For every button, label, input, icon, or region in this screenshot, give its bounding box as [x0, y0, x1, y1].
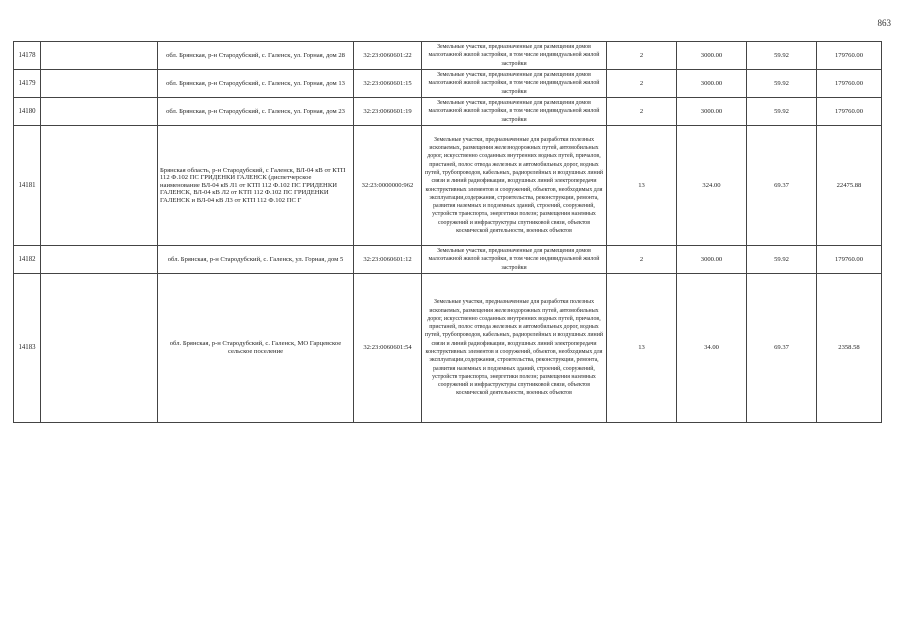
cadastral-value: 179760.00 — [817, 42, 882, 70]
land-registry-table — [13, 41, 882, 423]
area-value: 3000.00 — [677, 246, 747, 274]
area-value: 34.00 — [677, 274, 747, 423]
table-row — [14, 126, 882, 246]
address-cell: обл. Брянская, р-н Стародубский, с. Галенск, ул. Горная, дом 13 — [158, 70, 354, 98]
page-number: 863 — [877, 18, 891, 28]
empty-cell — [41, 42, 158, 70]
empty-cell — [41, 126, 158, 246]
row-number: 14181 — [14, 126, 41, 246]
group-code: 13 — [607, 126, 677, 246]
rate-value: 59.92 — [747, 246, 817, 274]
table-row — [14, 42, 882, 70]
empty-cell — [41, 98, 158, 126]
area-value: 3000.00 — [677, 42, 747, 70]
group-code: 13 — [607, 274, 677, 423]
rate-value: 59.92 — [747, 70, 817, 98]
land-purpose: Земельные участки, предназначенные для размещения домов малоэтажной жилой застройки, в том числе индивидуальной жилой застройки — [422, 98, 607, 126]
rate-value: 69.37 — [747, 126, 817, 246]
land-purpose: Земельные участки, предназначенные для размещения домов малоэтажной жилой застройки, в том числе индивидуальной жилой застройки — [422, 70, 607, 98]
address-cell: обл. Брянская, р-н Стародубский, с. Галенск, МО Гарцевское сельское поселение — [158, 274, 354, 423]
cadastral-number: 32:23:0060601:12 — [354, 246, 422, 274]
cadastral-value: 22475.88 — [817, 126, 882, 246]
address-cell: обл. Брянская, р-н Стародубский, с. Галенск, ул. Горная, дом 23 — [158, 98, 354, 126]
land-purpose: Земельные участки, предназначенные для разработки полезных ископаемых, размещения железнодорожных путей, автомобильных дорог, искусственно созданных внутренних водных путей, причалов, пристаней, полос отвода железных и автомобильных дорог, водных путей, трубопроводов, кабельных, радиорелейных и воздушных линий связи и линий радиофикации, воздушных линий электропередачи конструктивных элементов и сооружений, объектов, необходимых для эксплуатации,содержания, строительства, реконструкции, ремонта, развития наземных и подземных зданий, строений, сооружений, устройств транспорта, энергетики полезн; размещения наземных сооружений и инфраструктуры спутниковой связи, объектов космической деятельности, военных объектов — [422, 274, 607, 423]
cadastral-number: 32:23:0060601:22 — [354, 42, 422, 70]
address-cell: обл. Брянская, р-н Стародубский, с. Галенск, ул. Горная, дом 5 — [158, 246, 354, 274]
row-number: 14180 — [14, 98, 41, 126]
cadastral-number: 32:23:0060601:19 — [354, 98, 422, 126]
address-cell: обл. Брянская, р-н Стародубский, с. Галенск, ул. Горная, дом 28 — [158, 42, 354, 70]
area-value: 3000.00 — [677, 70, 747, 98]
cadastral-value: 179760.00 — [817, 246, 882, 274]
table-row — [14, 70, 882, 98]
group-code: 2 — [607, 42, 677, 70]
area-value: 3000.00 — [677, 98, 747, 126]
rate-value: 59.92 — [747, 42, 817, 70]
land-purpose: Земельные участки, предназначенные для размещения домов малоэтажной жилой застройки, в том числе индивидуальной жилой застройки — [422, 42, 607, 70]
cadastral-value: 2358.58 — [817, 274, 882, 423]
row-number: 14182 — [14, 246, 41, 274]
cadastral-number: 32:23:0060601:15 — [354, 70, 422, 98]
cadastral-number: 32:23:0060601:54 — [354, 274, 422, 423]
row-number: 14183 — [14, 274, 41, 423]
address-cell: Брянская область, р-н Стародубский, с Галенск, ВЛ-04 кВ от КТП 112 Ф.102 ПС ГРИДЕНКИ ГАЛЕНСК (диспетчерское наименование ВЛ-04 кВ Л1 от КТП 112 Ф.102 ПС ГРИДЕНКИ ГАЛЕНСК, ВЛ-04 кВ Л2 от КТП 112 Ф.102 ПС ГРИДЕНКИ ГАЛЕНСК и ВЛ-04 кВ Л3 от КТП 112 Ф.102 ПС Г — [158, 126, 354, 246]
group-code: 2 — [607, 246, 677, 274]
table-row — [14, 246, 882, 274]
group-code: 2 — [607, 98, 677, 126]
area-value: 324.00 — [677, 126, 747, 246]
table-row — [14, 98, 882, 126]
rate-value: 59.92 — [747, 98, 817, 126]
cadastral-value: 179760.00 — [817, 98, 882, 126]
cadastral-value: 179760.00 — [817, 70, 882, 98]
table-row — [14, 274, 882, 423]
empty-cell — [41, 70, 158, 98]
empty-cell — [41, 274, 158, 423]
row-number: 14178 — [14, 42, 41, 70]
group-code: 2 — [607, 70, 677, 98]
cadastral-number: 32:23:0000000:962 — [354, 126, 422, 246]
row-number: 14179 — [14, 70, 41, 98]
empty-cell — [41, 246, 158, 274]
land-purpose: Земельные участки, предназначенные для разработки полезных ископаемых, размещения железнодорожных путей, автомобильных дорог, искусственно созданных внутренних водных путей, причалов, пристаней, полос отвода железных и автомобильных дорог, водных путей, трубопроводов, кабельных, радиорелейных и воздушных линий связи и линий радиофикации, воздушных линий электропередачи конструктивных элементов и сооружений, объектов, необходимых для эксплуатации,содержания, строительства, реконструкции, ремонта, развития наземных и подземных зданий, строений, сооружений, устройств транспорта, энергетики полезн; размещения наземных сооружений и инфраструктуры спутниковой связи, объектов космической деятельности, военных объектов — [422, 126, 607, 246]
rate-value: 69.37 — [747, 274, 817, 423]
land-purpose: Земельные участки, предназначенные для размещения домов малоэтажной жилой застройки, в том числе индивидуальной жилой застройки — [422, 246, 607, 274]
